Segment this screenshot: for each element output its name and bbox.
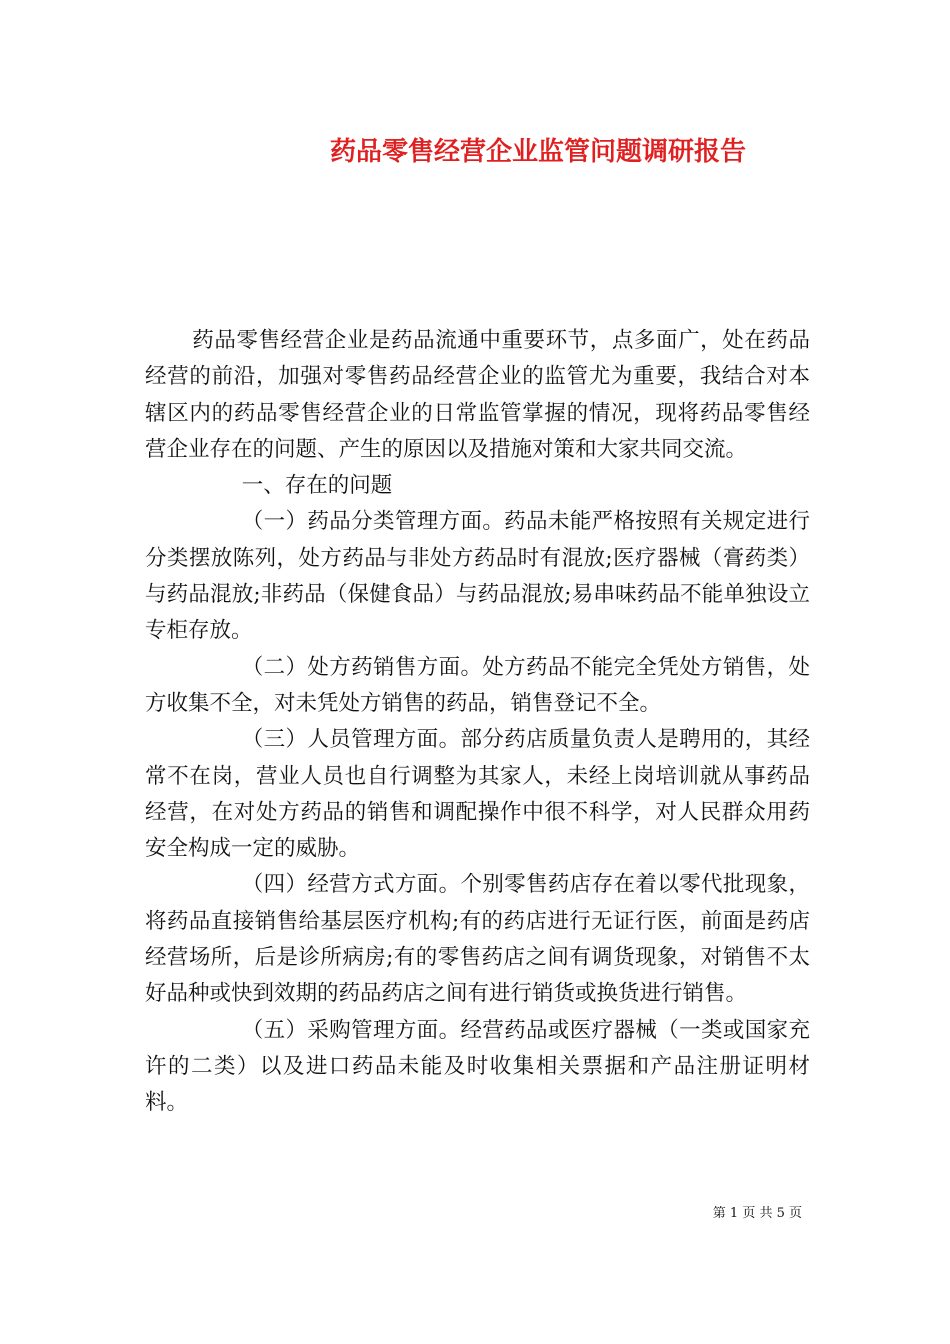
paragraph-classification-management: （一）药品分类管理方面。药品未能严格按照有关规定进行分类摆放陈列，处方药品与非处方药品时有混放;医疗器械（膏药类）与药品混放;非药品（保健食品）与药品混放;易串味药品不能单独设立专柜存放。 bbox=[145, 509, 810, 644]
paragraph-business-mode: （四）经营方式方面。个别零售药店存在着以零代批现象，将药品直接销售给基层医疗机构;有的药店进行无证行医，前面是药店经营场所，后是诊所病房;有的零售药店之间有调货现象，对销售不太好品种或快到效期的药品药店之间有进行销货或换货进行销售。 bbox=[145, 872, 810, 1007]
page-number-footer: 第 1 页 共 5 页 bbox=[712, 1206, 802, 1221]
paragraph-prescription-sales: （二）处方药销售方面。处方药品不能完全凭处方销售，处方收集不全，对未凭处方销售的药品，销售登记不全。 bbox=[145, 654, 810, 716]
document-title: 药品零售经营企业监管问题调研报告 bbox=[329, 137, 746, 167]
intro-paragraph: 药品零售经营企业是药品流通中重要环节，点多面广，处在药品经营的前沿，加强对零售药品经营企业的监管尤为重要，我结合对本辖区内的药品零售经营企业的日常监管掌握的情况，现将药品零售经营企业存在的问题、产生的原因以及措施对策和大家共同交流。 bbox=[145, 328, 810, 462]
section-heading-problems: 一、存在的问题 bbox=[241, 473, 393, 499]
paragraph-personnel-management: （三）人员管理方面。部分药店质量负责人是聘用的，其经常不在岗，营业人员也自行调整为其家人，未经上岗培训就从事药品经营，在对处方药品的销售和调配操作中很不科学，对人民群众用药安全构成一定的威胁。 bbox=[145, 727, 810, 862]
paragraph-procurement-management: （五）采购管理方面。经营药品或医疗器械（一类或国家充许的二类）以及进口药品未能及时收集相关票据和产品注册证明材料。 bbox=[145, 1017, 810, 1116]
document-body bbox=[145, 323, 810, 1122]
